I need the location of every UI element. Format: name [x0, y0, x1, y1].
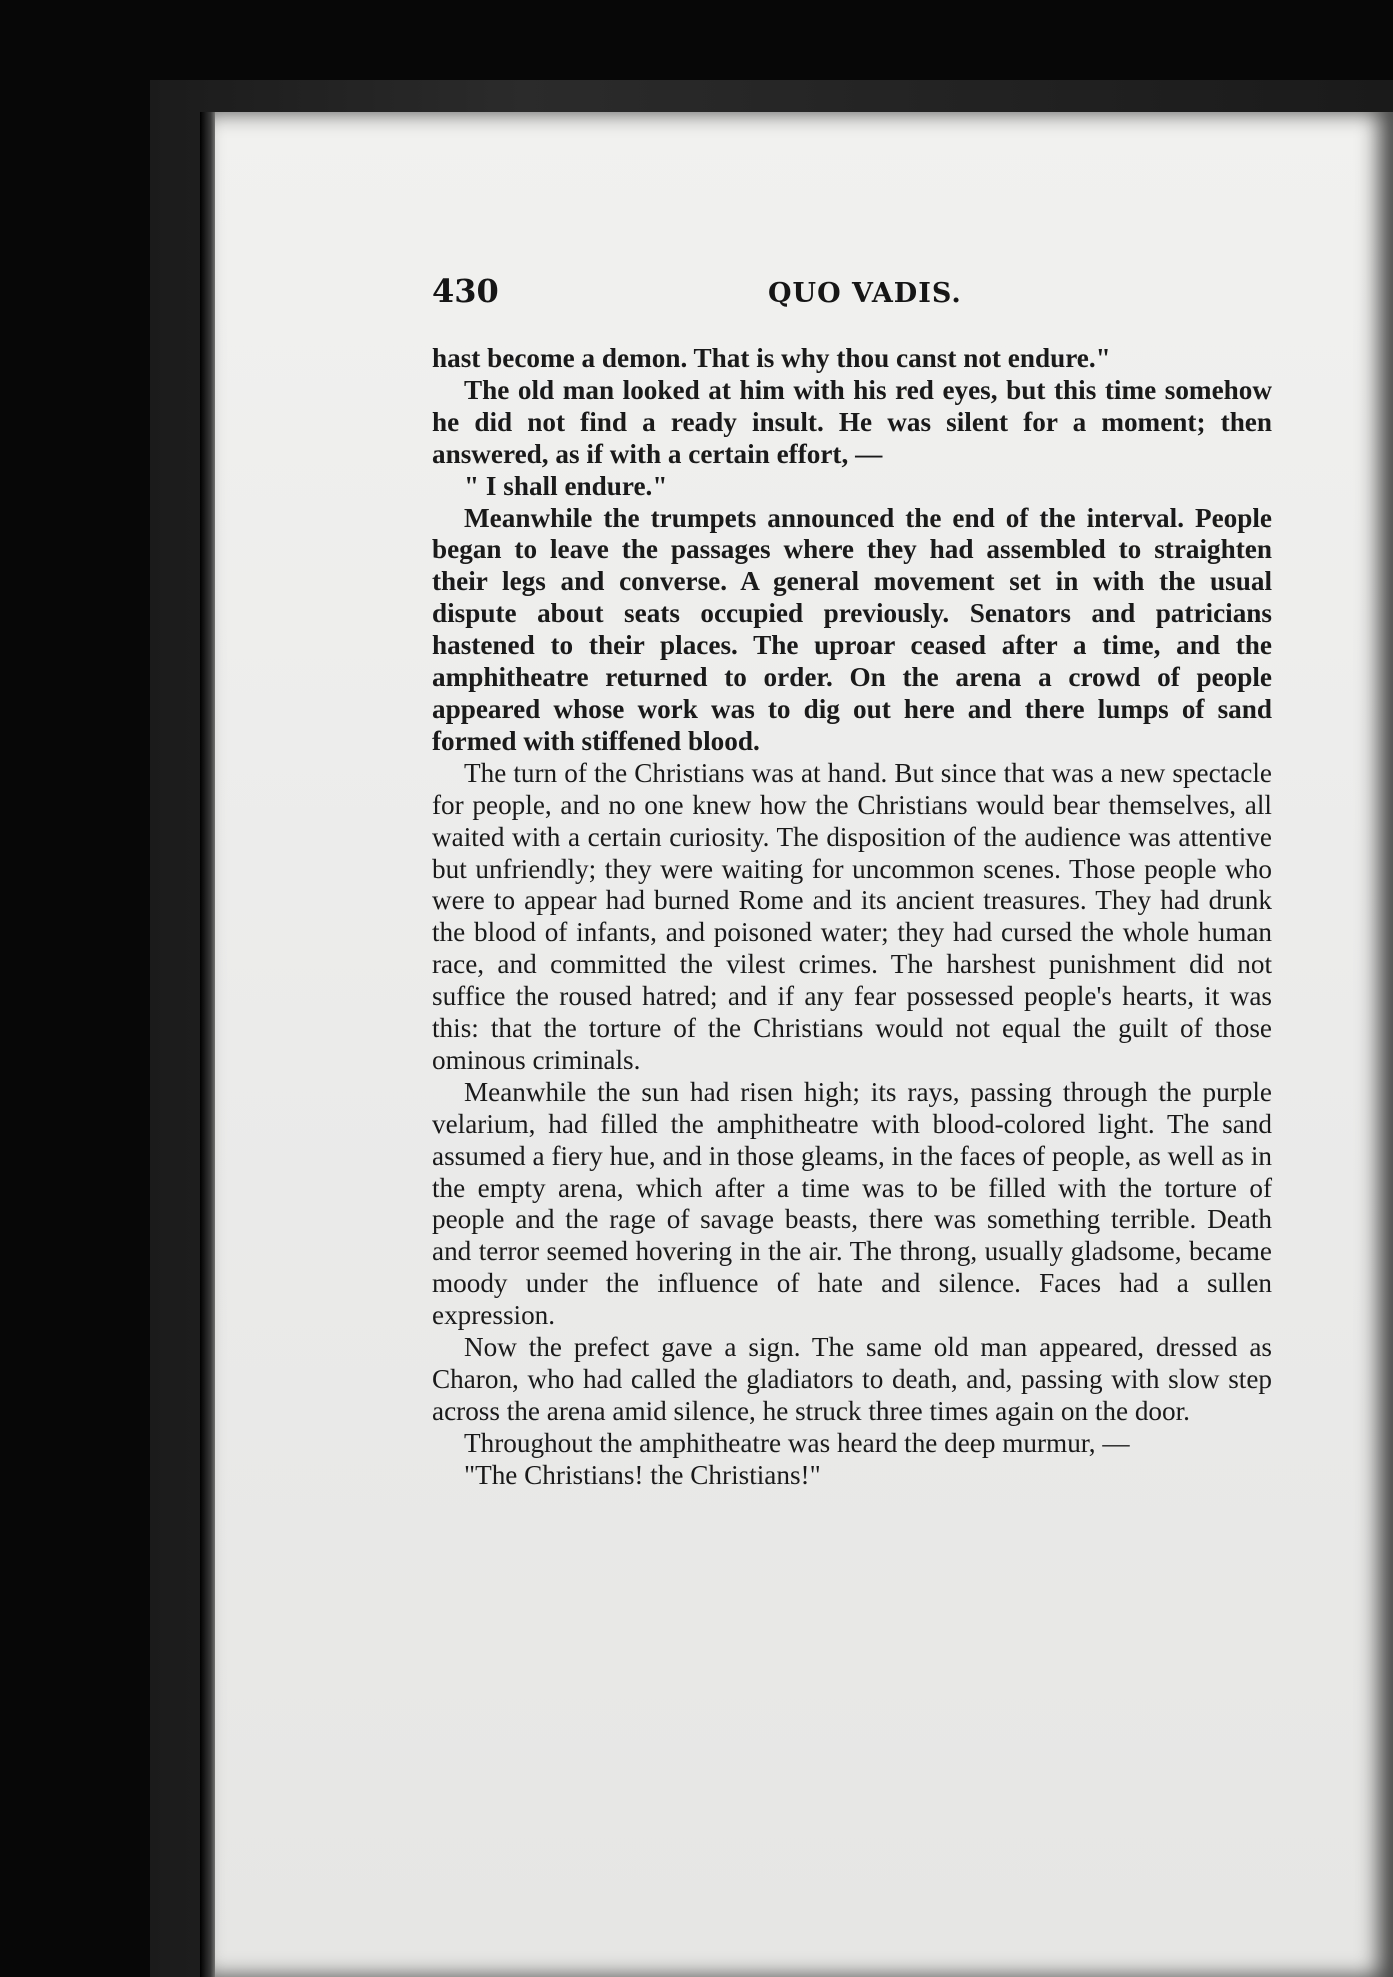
page-number: 430: [432, 272, 499, 310]
paragraph: Meanwhile the trumpets announced the end of the interval. People began to leave the passages where they had assembled to straighten their legs and converse. A general movement set in with the usual dispute about seats occupied previously. Senators and patricians hastened to their places. The uproar ceased after a time, and the amphitheatre returned to order. On the arena a crowd of people appeared whose work was to dig out here and there lumps of sand formed with stiffened blood.: [432, 502, 1272, 756]
paragraph: Now the prefect gave a sign. The same old man appeared, dressed as Charon, who had called the gladiators to death, and, passing with slow step across the arena amid silence, he struck three times again on the door.: [432, 1332, 1272, 1426]
paragraph-dialogue: " I shall endure.": [464, 470, 668, 501]
paragraph: The turn of the Christians was at hand. But since that was a new spectacle for people, and no one knew how the Christians would bear themselves, all waited with a certain curiosity. The disposition of the audience was attentive but unfriendly; they were waiting for uncommon scenes. Those people who were to appear had burned Rome and its ancient treasures. They had drunk the blood of infants, and poisoned water; they had cursed the whole human race, and committed the vilest crimes. The harshest punishment did not suffice the roused hatred; and if any fear possessed people's hearts, it was this: that the torture of the Christians would not equal the guilt of those ominous criminals.: [432, 757, 1272, 1075]
running-head: [432, 272, 1272, 322]
paragraph: The old man looked at him with his red eyes, but this time somehow he did not find a ready insult. He was silent for a moment; then answered, as if with a certain effort, —: [432, 374, 1272, 469]
paragraph-dialogue: "The Christians! the Christians!": [464, 1459, 821, 1490]
paragraph-continuation: hast become a demon. That is why thou canst not endure.": [432, 343, 1111, 373]
book-title: QUO VADIS.: [768, 278, 962, 309]
paragraph: Throughout the amphitheatre was heard the deep murmur, —: [464, 1427, 1130, 1458]
paragraph: Meanwhile the sun had risen high; its rays, passing through the purple velarium, had filled the amphitheatre with blood-colored light. The sand assumed a fiery hue, and in those gleams, in the faces of people, as well as in the empty arena, which after a time was to be filled with the torture of people and the rage of savage beasts, there was something terrible. Death and terror seemed hovering in the air. The throng, usually gladsome, became moody under the influence of hate and silence. Faces had a sullen expression.: [432, 1076, 1272, 1331]
body-text: [432, 343, 1272, 1492]
